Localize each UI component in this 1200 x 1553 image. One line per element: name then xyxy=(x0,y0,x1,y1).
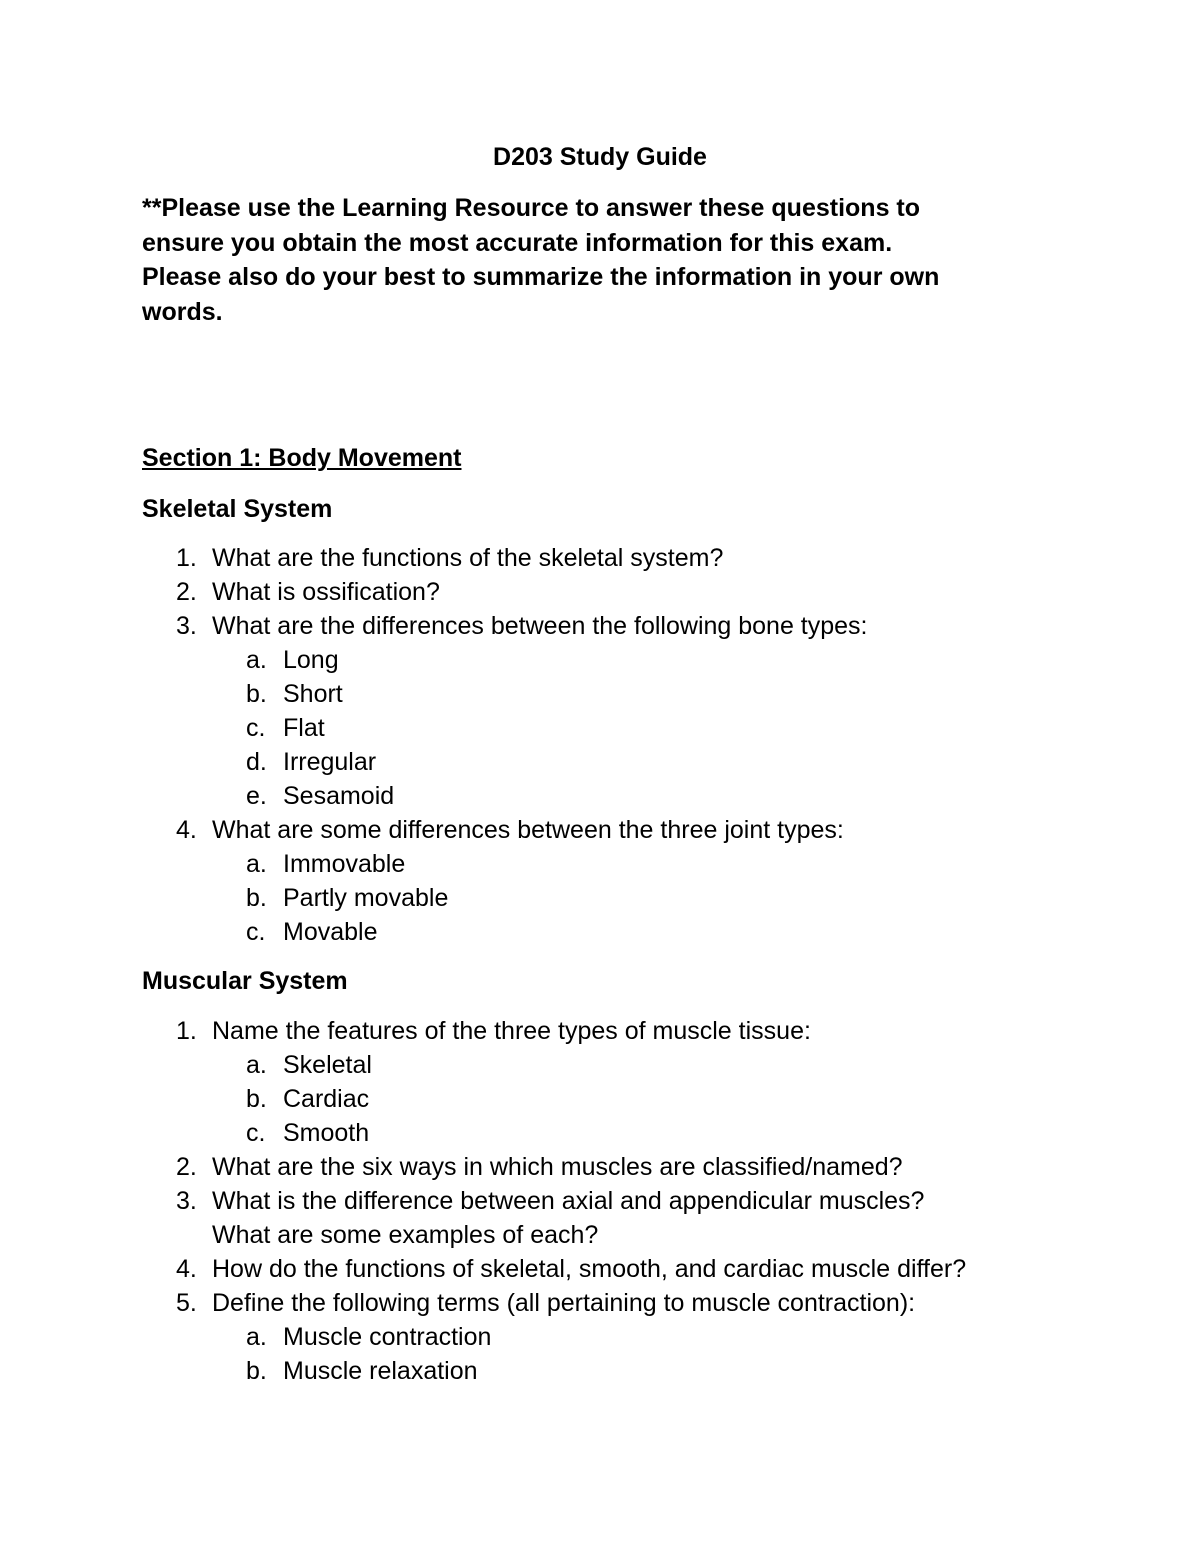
item-letter: c. xyxy=(246,918,266,946)
question-text: What is ossification? xyxy=(212,578,440,606)
question-text: What are the six ways in which muscles are classified/named? xyxy=(212,1153,903,1181)
question-number: 4. xyxy=(176,816,197,844)
item-text: Movable xyxy=(283,918,378,946)
question-text: What are the differences between the following bone types: xyxy=(212,612,868,640)
section-heading: Section 1: Body Movement xyxy=(142,444,462,472)
question-text: How do the functions of skeletal, smooth, and cardiac muscle differ? xyxy=(212,1255,967,1283)
item-text: Flat xyxy=(283,714,325,742)
item-letter: a. xyxy=(246,850,267,878)
item-letter: a. xyxy=(246,1323,267,1351)
muscular-system-heading: Muscular System xyxy=(142,967,348,995)
question-number: 5. xyxy=(176,1289,197,1317)
item-letter: a. xyxy=(246,1051,267,1079)
instructions-notice xyxy=(142,191,1042,329)
item-text: Sesamoid xyxy=(283,782,395,810)
question-text: What are some examples of each? xyxy=(212,1221,599,1249)
item-letter: e. xyxy=(246,782,267,810)
item-text: Skeletal xyxy=(283,1051,372,1079)
skeletal-system-heading: Skeletal System xyxy=(142,495,333,523)
question-number: 2. xyxy=(176,1153,197,1181)
question-text: What are the functions of the skeletal system? xyxy=(212,544,724,572)
item-text: Immovable xyxy=(283,850,406,878)
notice-line: words. xyxy=(142,297,223,326)
question-number: 2. xyxy=(176,578,197,606)
item-text: Long xyxy=(283,646,339,674)
notice-line: ensure you obtain the most accurate information for this exam. xyxy=(142,228,893,257)
question-number: 3. xyxy=(176,1187,197,1215)
question-number: 1. xyxy=(176,1017,197,1045)
item-text: Muscle contraction xyxy=(283,1323,492,1351)
item-letter: b. xyxy=(246,1085,267,1113)
item-letter: d. xyxy=(246,748,267,776)
question-number: 4. xyxy=(176,1255,197,1283)
item-text: Smooth xyxy=(283,1119,370,1147)
question-text: What are some differences between the three joint types: xyxy=(212,816,844,844)
question-number: 1. xyxy=(176,544,197,572)
question-text: Name the features of the three types of muscle tissue: xyxy=(212,1017,811,1045)
question-text: Define the following terms (all pertaining to muscle contraction): xyxy=(212,1289,916,1317)
question-text: What is the difference between axial and appendicular muscles? xyxy=(212,1187,925,1215)
item-text: Cardiac xyxy=(283,1085,370,1113)
item-letter: b. xyxy=(246,884,267,912)
question-number: 3. xyxy=(176,612,197,640)
item-letter: b. xyxy=(246,680,267,708)
notice-line: **Please use the Learning Resource to answer these questions to xyxy=(142,194,921,222)
item-text: Short xyxy=(283,680,343,708)
item-letter: a. xyxy=(246,646,267,674)
item-letter: b. xyxy=(246,1357,267,1385)
item-letter: c. xyxy=(246,714,266,742)
item-text: Irregular xyxy=(283,748,377,776)
item-text: Muscle relaxation xyxy=(283,1357,478,1385)
notice-line: Please also do your best to summarize the information in your own xyxy=(142,263,940,291)
item-text: Partly movable xyxy=(283,884,449,912)
document-title: D203 Study Guide xyxy=(493,143,707,171)
item-letter: c. xyxy=(246,1119,266,1147)
